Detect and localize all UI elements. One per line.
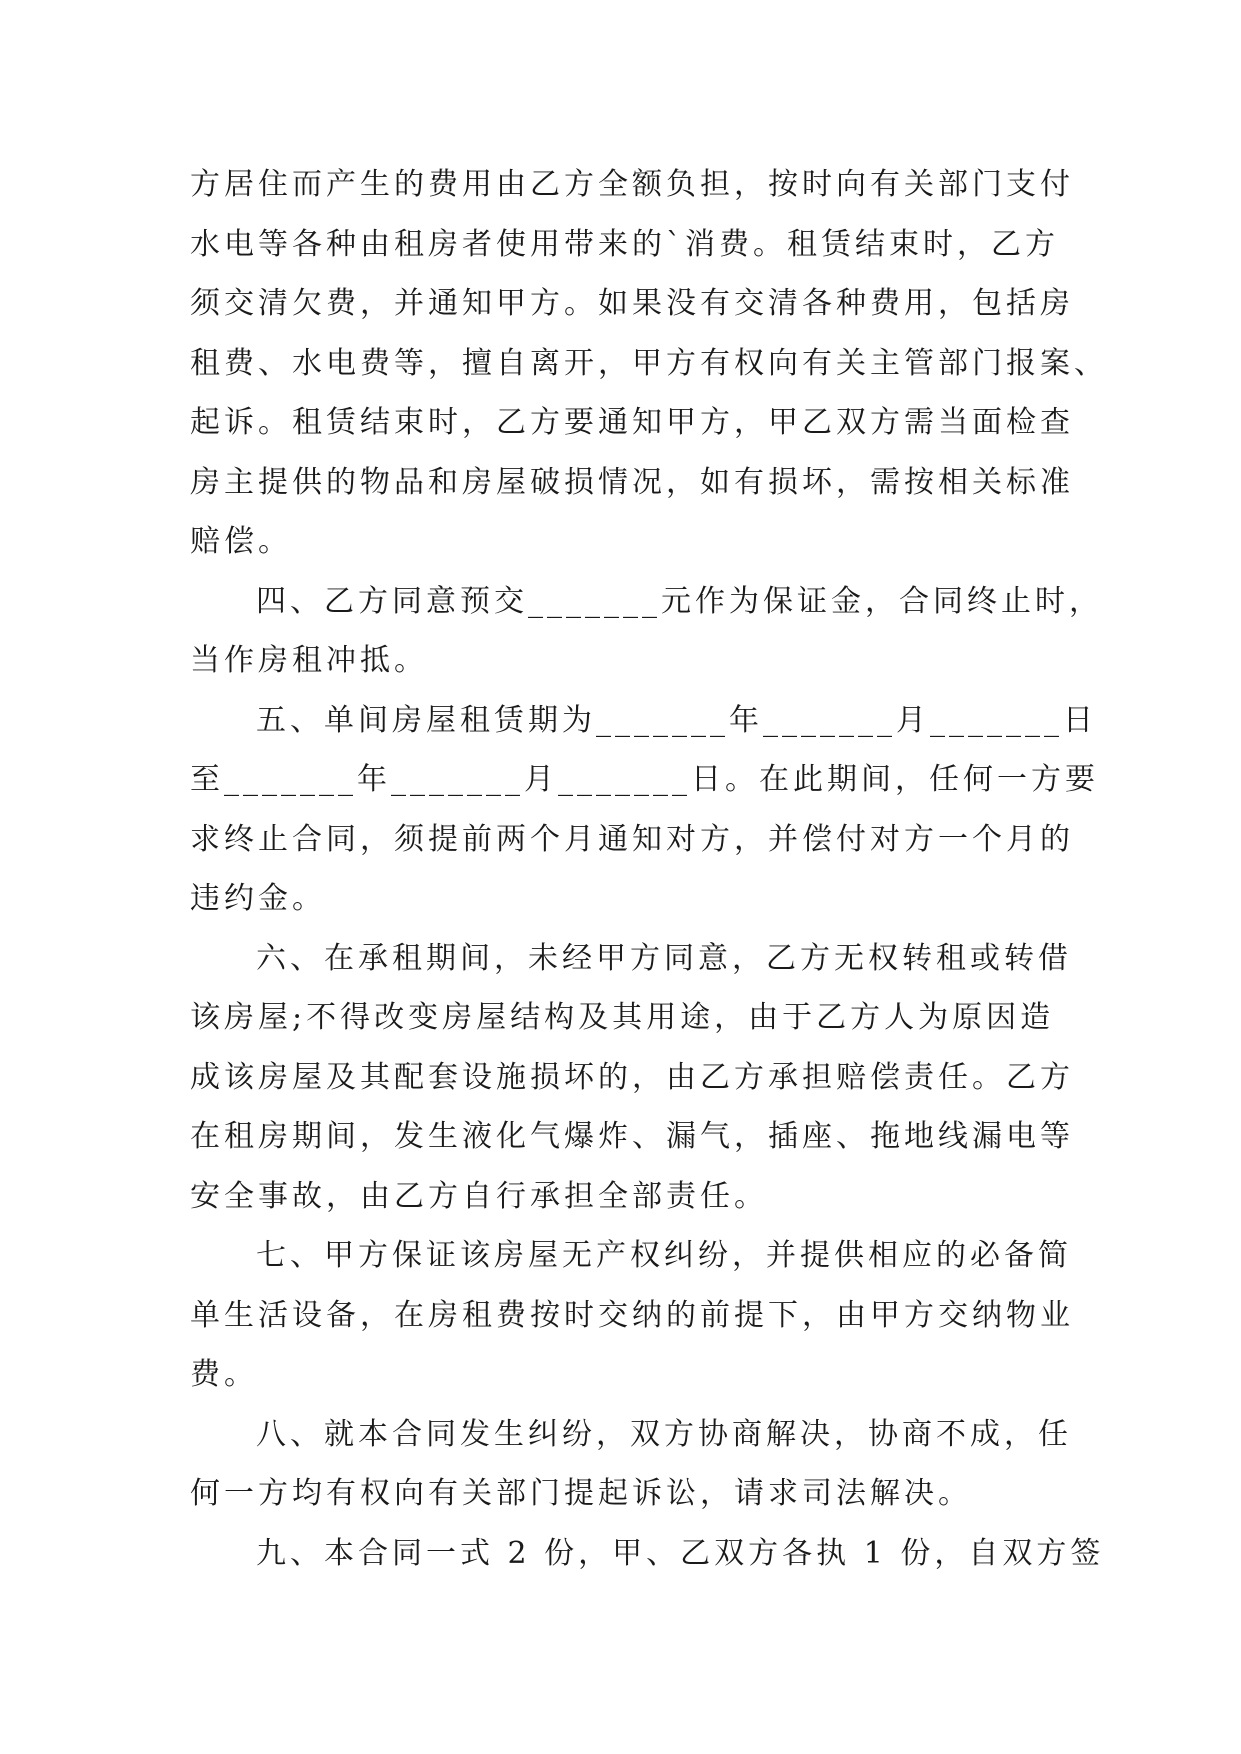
text-line: 赔偿。 bbox=[190, 524, 292, 559]
paragraph-clause-9-copies bbox=[190, 1524, 1105, 1584]
text-line: 六、在承租期间，未经甲方同意，乙方无权转租或转借 bbox=[256, 940, 1072, 976]
text-line: 安全事故，由乙方自行承担全部责任。 bbox=[190, 1178, 768, 1214]
text-line: 在租房期间，发生液化气爆炸、漏气，插座、拖地线漏电等 bbox=[190, 1119, 1074, 1154]
text-line: 七、甲方保证该房屋无产权纠纷，并提供相应的必备简 bbox=[256, 1238, 1072, 1273]
text-line: 房主提供的物品和房屋破损情况，如有损坏，需按相关标准 bbox=[190, 464, 1074, 500]
text-line: 九、本合同一式 2 份，甲、乙双方各执 1 份，自双方签 bbox=[256, 1535, 1105, 1571]
text-line: 方居住而产生的费用由乙方全额负担，按时向有关部门支付 bbox=[190, 167, 1074, 202]
text-line: 须交清欠费，并通知甲方。如果没有交清各种费用，包括房 bbox=[190, 286, 1074, 321]
paragraph-clause-5-term bbox=[190, 691, 1099, 929]
paragraph-clause-7-landlord-guarantee bbox=[190, 1226, 1090, 1405]
text-line: 该房屋;不得改变房屋结构及其用途，由于乙方人为原因造 bbox=[190, 1000, 1055, 1035]
text-line: 求终止合同，须提前两个月通知对方，并偿付对方一个月的 bbox=[190, 821, 1074, 857]
text-line: 水电等各种由租房者使用带来的`消费。租赁结束时，乙方 bbox=[190, 226, 1059, 262]
text-line: 何一方均有权向有关部门提起诉讼，请求司法解决。 bbox=[190, 1476, 972, 1511]
text-line: 八、就本合同发生纠纷，双方协商解决，协商不成，任 bbox=[256, 1416, 1072, 1452]
text-line: 起诉。租赁结束时，乙方要通知甲方，甲乙双方需当面检查 bbox=[190, 405, 1074, 440]
paragraph-rent-fees-continued bbox=[190, 155, 1108, 572]
paragraph-clause-8-disputes bbox=[190, 1405, 1090, 1524]
text-line: 四、乙方同意预交_______元作为保证金，合同终止时， bbox=[256, 583, 1103, 619]
text-line: 单生活设备，在房租费按时交纳的前提下，由甲方交纳物业 bbox=[190, 1297, 1074, 1333]
text-line: 至_______年_______月_______日。在此期间，任何一方要 bbox=[190, 762, 1099, 797]
paragraph-clause-4-deposit bbox=[190, 572, 1103, 691]
text-line: 租费、水电费等，擅自离开，甲方有权向有关主管部门报案、 bbox=[190, 345, 1108, 381]
text-line: 成该房屋及其配套设施损坏的，由乙方承担赔偿责任。乙方 bbox=[190, 1059, 1074, 1095]
paragraph-clause-6-sublet bbox=[190, 929, 1090, 1227]
text-line: 当作房租冲抵。 bbox=[190, 643, 428, 678]
text-line: 违约金。 bbox=[190, 881, 326, 916]
text-line: 五、单间房屋租赁期为_______年_______月_______日 bbox=[256, 702, 1097, 738]
text-line: 费。 bbox=[190, 1357, 258, 1392]
contract-body bbox=[190, 155, 1108, 1583]
